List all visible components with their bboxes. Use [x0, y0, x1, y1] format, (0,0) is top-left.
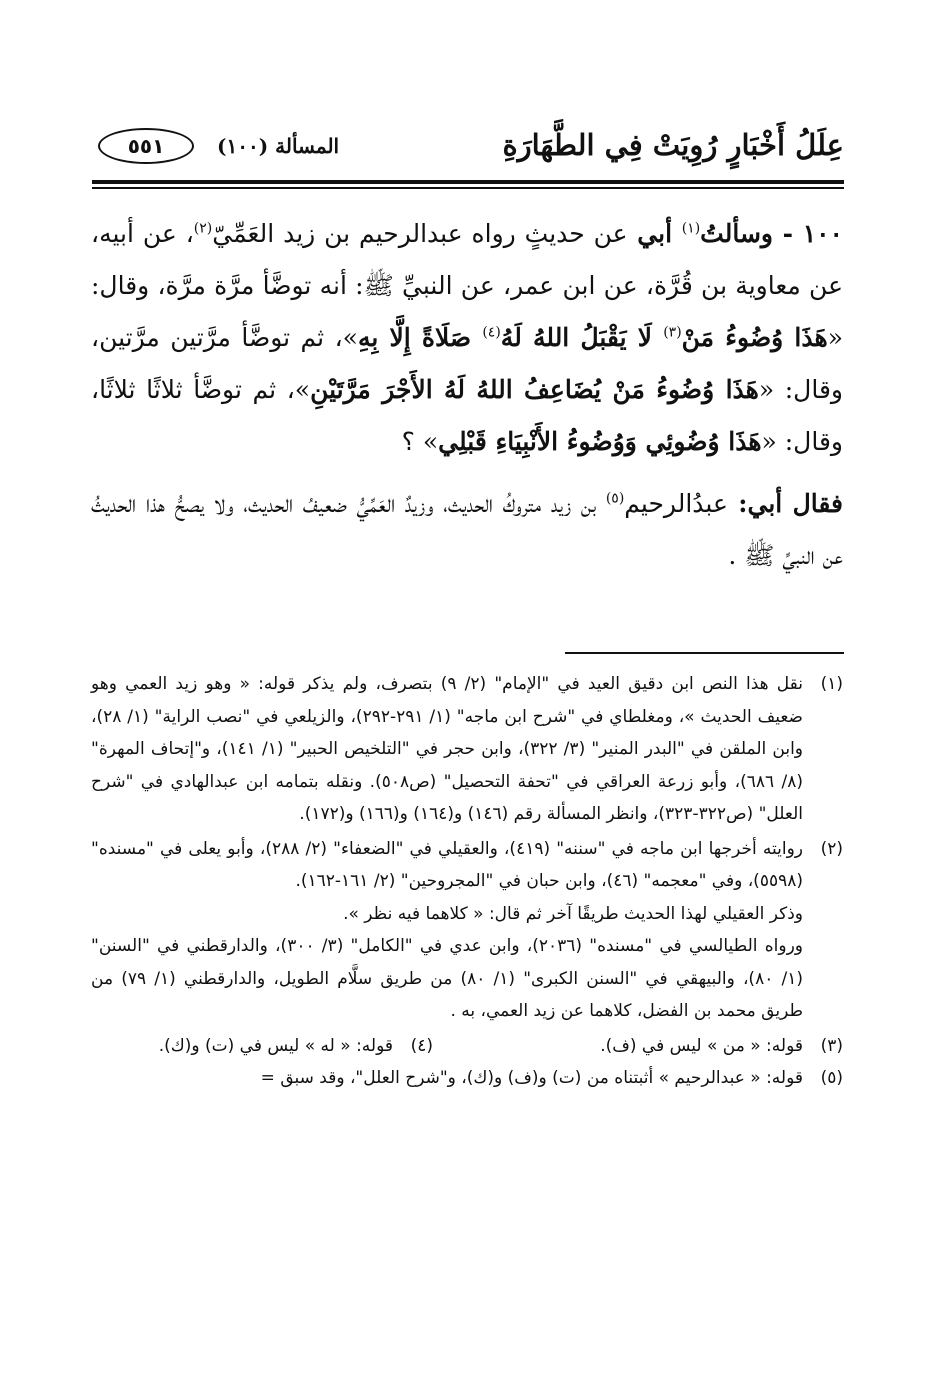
page-number-badge: ٥٥١: [98, 128, 194, 164]
footnote-ref-4: (٤): [482, 324, 501, 341]
footnote-number: (١): [820, 674, 843, 694]
footnote-3: [433, 1030, 843, 1063]
book-title: عِلَلُ أَخْبَارٍ رُوِيَتْ فِي الطَّهَارَةِ: [502, 128, 844, 162]
hadith-quote: هَذَا وُضُوئِي وَوُضُوءُ الأَنْبِيَاءِ قَبْلِي: [438, 427, 762, 456]
header-rule-thick: [92, 180, 844, 184]
footnote-text: ورواه الطيالسي في "مسنده" (٢٠٣٦)، وابن عدي في "الكامل" (٣/ ٣٠٠)، والدارقطني في "السنن" (١/ ٨٠)، والبيهقي في "السنن الكبرى" (١/ ٨٠) من طريق سلَّام الطويل، والدارقطني (١/ ٧٩) من طريق محمد بن الفضل، كلاهما عن زيد العمي، به .: [91, 936, 804, 1021]
footnote-number: (٣): [820, 1035, 843, 1056]
footnote-text: قوله: « من » ليس في (ف).: [600, 1035, 803, 1056]
footnote-text: نقل هذا النص ابن دقيق العيد في "الإمام" (٢/ ٩) بتصرف، ولم يذكر قوله: « وهو زيد العمي وهو ضعيف الحديث »، ومغلطاي في "شرح ابن ماجه" (١/ ٢٩١-٢٩٢)، والزيلعي في "نصب الراية" (١/ ٢٨)، وابن الملقن في "البدر المنير" (٣/ ٣٢٢)، وابن حجر في "التلخيص الحبير" (١/ ١٤١)، و"إتحاف المهرة" (٨/ ٦٨٦)، وأبو زرعة العراقي في "تحفة التحصيل" (ص٥٠٨). ونقله بتمامه ابن عبدالهادي في "شرح العلل" (ص٣٢٢-٣٢٣)، وانظر المسألة رقم (١٤٦) و(١٦٤) و(١٦٦) و(١٧٢).: [91, 674, 804, 824]
footnote-1: [91, 668, 843, 831]
question-paragraph: [91, 208, 843, 468]
footnote-ref-2: (٢): [193, 220, 213, 237]
footnote-3-4-row: [91, 1030, 843, 1063]
footnote-ref-5: (٥): [605, 490, 625, 507]
answer-text: عبدُالرحيم: [624, 489, 728, 518]
main-text: [91, 208, 843, 582]
question-text: »، ثم توضَّأ مرَّتين مرَّتين، وقال: «: [91, 323, 843, 404]
header-rule-thin: [92, 187, 844, 189]
footnote-number: (٥): [820, 1068, 843, 1088]
question-text: عن حديثٍ رواه عبدالرحيم بن زيد العَمِّيّ: [212, 219, 628, 248]
footnote-text: قوله: « له » ليس في (ت) و(ك).: [158, 1035, 393, 1056]
hadith-quote: هَذَا وُضُوءُ مَنْ يُضَاعِفُ اللهُ لَهُ الأَجْرَ مَرَّتَيْنِ: [310, 375, 759, 404]
question-text: ، عن أبيه، عن معاوية بن قُرَّة، عن ابن عمر، عن النبيِّ ﷺ: أنه توضَّأ مرَّة مرَّة، وقال: «: [91, 219, 843, 352]
footnote-2: [91, 833, 843, 1028]
answer-paragraph: [91, 478, 843, 582]
footnote-ref-3: (٣): [663, 324, 682, 341]
answer-text: بن زيد متروكُ الحديث، وزيدٌ العَمِّيُّ ضعيفُ الحديث، ولا يصحُّ هذا الحديثُ عن النبيِّ ﷺ .: [91, 489, 843, 570]
father-name: أبي: [627, 219, 682, 248]
footnotes: [91, 668, 843, 1097]
hadith-quote: صَلَاةً إِلَّا بِهِ: [357, 323, 483, 352]
footnote-text: وذكر العقيلي لهذا الحديث طريقًا آخر ثم قال: « كلاهما فيه نظر ».: [343, 903, 803, 924]
footnote-text: قوله: « عبدالرحيم » أثبتناه من (ت) و(ف) و(ك)، و"شرح العلل"، وقد سبق =: [260, 1068, 803, 1088]
footnote-text: روايته أخرجها ابن ماجه في "سننه" (٤١٩)، والعقيلي في "الضعفاء" (٢/ ٢٨٨)، وأبو يعلى في "مسنده" (٥٥٩٨)، وفي "معجمه" (٤٦)، وابن حبان في "المجروحين" (٢/ ١٦١-١٦٢).: [91, 838, 803, 891]
footnote-number: (٤): [410, 1035, 433, 1056]
running-header: [92, 122, 844, 182]
hadith-quote: هَذَا وُضُوءُ مَنْ: [681, 323, 828, 352]
hadith-quote: لَا يَقْبَلُ اللهُ لَهُ: [500, 323, 664, 352]
answer-lead: فقال أبي:: [727, 489, 843, 518]
question-text: »، ثم توضَّأ ثلاثًا ثلاثًا، وقال: «: [91, 375, 843, 456]
issue-label: المسألة (١٠٠): [217, 134, 340, 158]
footnote-number: (٢): [820, 838, 843, 859]
question-number: ١٠٠ - وسألتُ: [700, 219, 843, 248]
footnote-rule: [565, 652, 844, 654]
question-text: » ؟: [401, 427, 439, 456]
footnote-5: [91, 1062, 843, 1095]
footnote-ref-1: (١): [681, 220, 701, 237]
footnote-4: [159, 1030, 433, 1063]
